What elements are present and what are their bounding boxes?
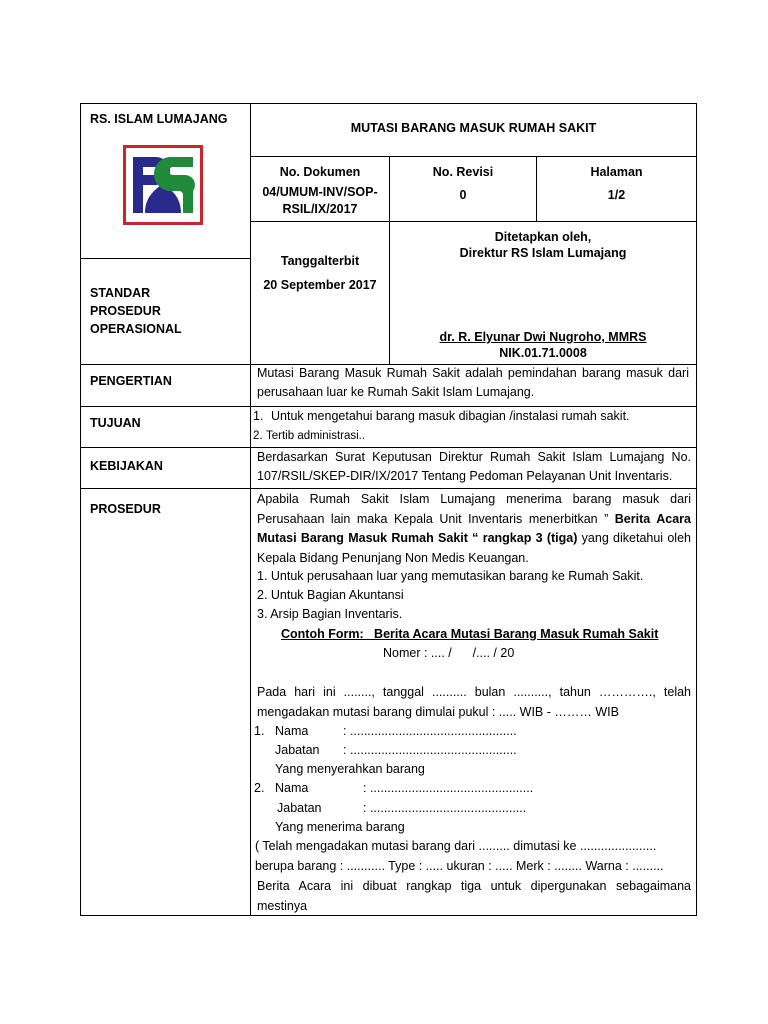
form-item-2-no: 2.: [254, 781, 265, 795]
prosedur-label: PROSEDUR: [90, 502, 161, 516]
form-item-1-jabatan-dots: : ................................................: [343, 743, 517, 757]
approved-by: Ditetapkan oleh, Direktur RS Islam Lumajang: [459, 230, 627, 260]
hospital-name: RS. ISLAM LUMAJANG: [90, 112, 228, 126]
form-berupa: berupa barang : ........... Type : ..... ukuran : ..... Merk : ........ Warna : .........: [255, 859, 664, 873]
form-item-1-nama: Nama: [275, 724, 309, 738]
prosedur-item-1: 1. Untuk perusahaan luar yang memutasikan barang ke Rumah Sakit.: [257, 569, 644, 583]
form-item-2-jabatan: Jabatan: [277, 801, 322, 815]
document-title: MUTASI BARANG MASUK RUMAH SAKIT: [350, 121, 597, 135]
doc-no-value: 04/UMUM-INV/SOP- RSIL/IX/2017: [262, 185, 378, 216]
prosedur-intro-a: Apabila Rumah Sakit Islam Lumajang menerima barang masuk dari Perusahaan lain maka Kepala Unit Inventaris menerbitkan ”: [257, 492, 691, 526]
page-label: Halaman: [590, 165, 643, 179]
tujuan-item-1: Untuk mengetahui barang masuk dibagian /instalasi rumah sakit.: [271, 409, 630, 423]
prosedur-item-3: 3. Arsip Bagian Inventaris.: [257, 607, 403, 621]
form-item-2-sign: Yang menerima barang: [275, 820, 405, 834]
form-title: Contoh Form: Berita Acara Mutasi Barang Masuk Rumah Sakit: [281, 627, 659, 641]
revision-label: No. Revisi: [432, 165, 494, 179]
prosedur-label-box: [80, 488, 251, 916]
form-closing: Berita Acara ini dibuat rangkap tiga untuk dipergunakan sebagaimana mestinya: [257, 879, 691, 913]
director-name: dr. R. Elyunar Dwi Nugroho, MMRS: [439, 330, 647, 344]
tujuan-item-1-no: 1.: [253, 409, 264, 423]
form-item-1-sign: Yang menyerahkan barang: [275, 762, 425, 776]
form-item-2-nama-dots: : ...............................................: [363, 781, 534, 795]
kebijakan-text: Berdasarkan Surat Keputusan Direktur Rumah Sakit Islam Lumajang No. 107/RSIL/SKEP-DIR/IX/2017 Tentang Pedoman Pelayanan Unit Inventaris.: [257, 450, 691, 483]
form-item-1-nama-dots: : ................................................: [343, 724, 517, 738]
form-item-2-jabatan-dots: : .............................................: [363, 801, 527, 815]
issue-box: [250, 221, 390, 365]
director-nik: NIK.01.71.0008: [499, 346, 587, 360]
form-item-1-no: 1.: [254, 724, 265, 738]
form-telah: ( Telah mengadakan mutasi barang dari ......... dimutasi ke ......................: [255, 839, 657, 853]
pengertian-text: Mutasi Barang Masuk Rumah Sakit adalah pemindahan barang masuk dari perusahaan luar ke Rumah Sakit Islam Lumajang.: [257, 366, 689, 399]
tujuan-label: TUJUAN: [90, 416, 141, 430]
pengertian-label: PENGERTIAN: [90, 374, 172, 388]
revision-value: 0: [459, 188, 467, 202]
tujuan-item-2-no: 2.: [253, 430, 263, 442]
form-nomer: Nomer : .... / /.... / 20: [383, 646, 515, 660]
doc-no-label: No. Dokumen: [279, 165, 361, 179]
issue-date: 20 September 2017: [263, 278, 377, 292]
hospital-logo: [123, 145, 203, 225]
form-pada-hari: Pada hari ini ........, tanggal .......... bulan .........., tahun …………., telah mengadakan mutasi barang dimulai pukul : ..... WIB - ……… WIB: [257, 685, 691, 719]
prosedur-item-2: 2. Untuk Bagian Akuntansi: [257, 588, 404, 602]
prosedur-intro-b: Berita Acara Mutasi Barang Masuk Rumah Sakit “ rangkap 3 (tiga): [257, 511, 692, 545]
form-item-2-nama: Nama: [275, 781, 309, 795]
kebijakan-label: KEBIJAKAN: [90, 459, 163, 473]
page-value: 1/2: [607, 188, 626, 202]
prosedur-intro: [257, 490, 691, 568]
issue-label: Tanggalterbit: [280, 254, 360, 268]
tujuan-item-2: Tertib administrasi..: [266, 430, 366, 442]
form-item-1-jabatan: Jabatan: [275, 743, 320, 757]
sop-label: STANDAR PROSEDUR OPERASIONAL: [90, 286, 182, 336]
prosedur-intro-c: yang diketahui oleh Kepala Bidang Penunjang Non Medis Keuangan.: [257, 531, 691, 565]
